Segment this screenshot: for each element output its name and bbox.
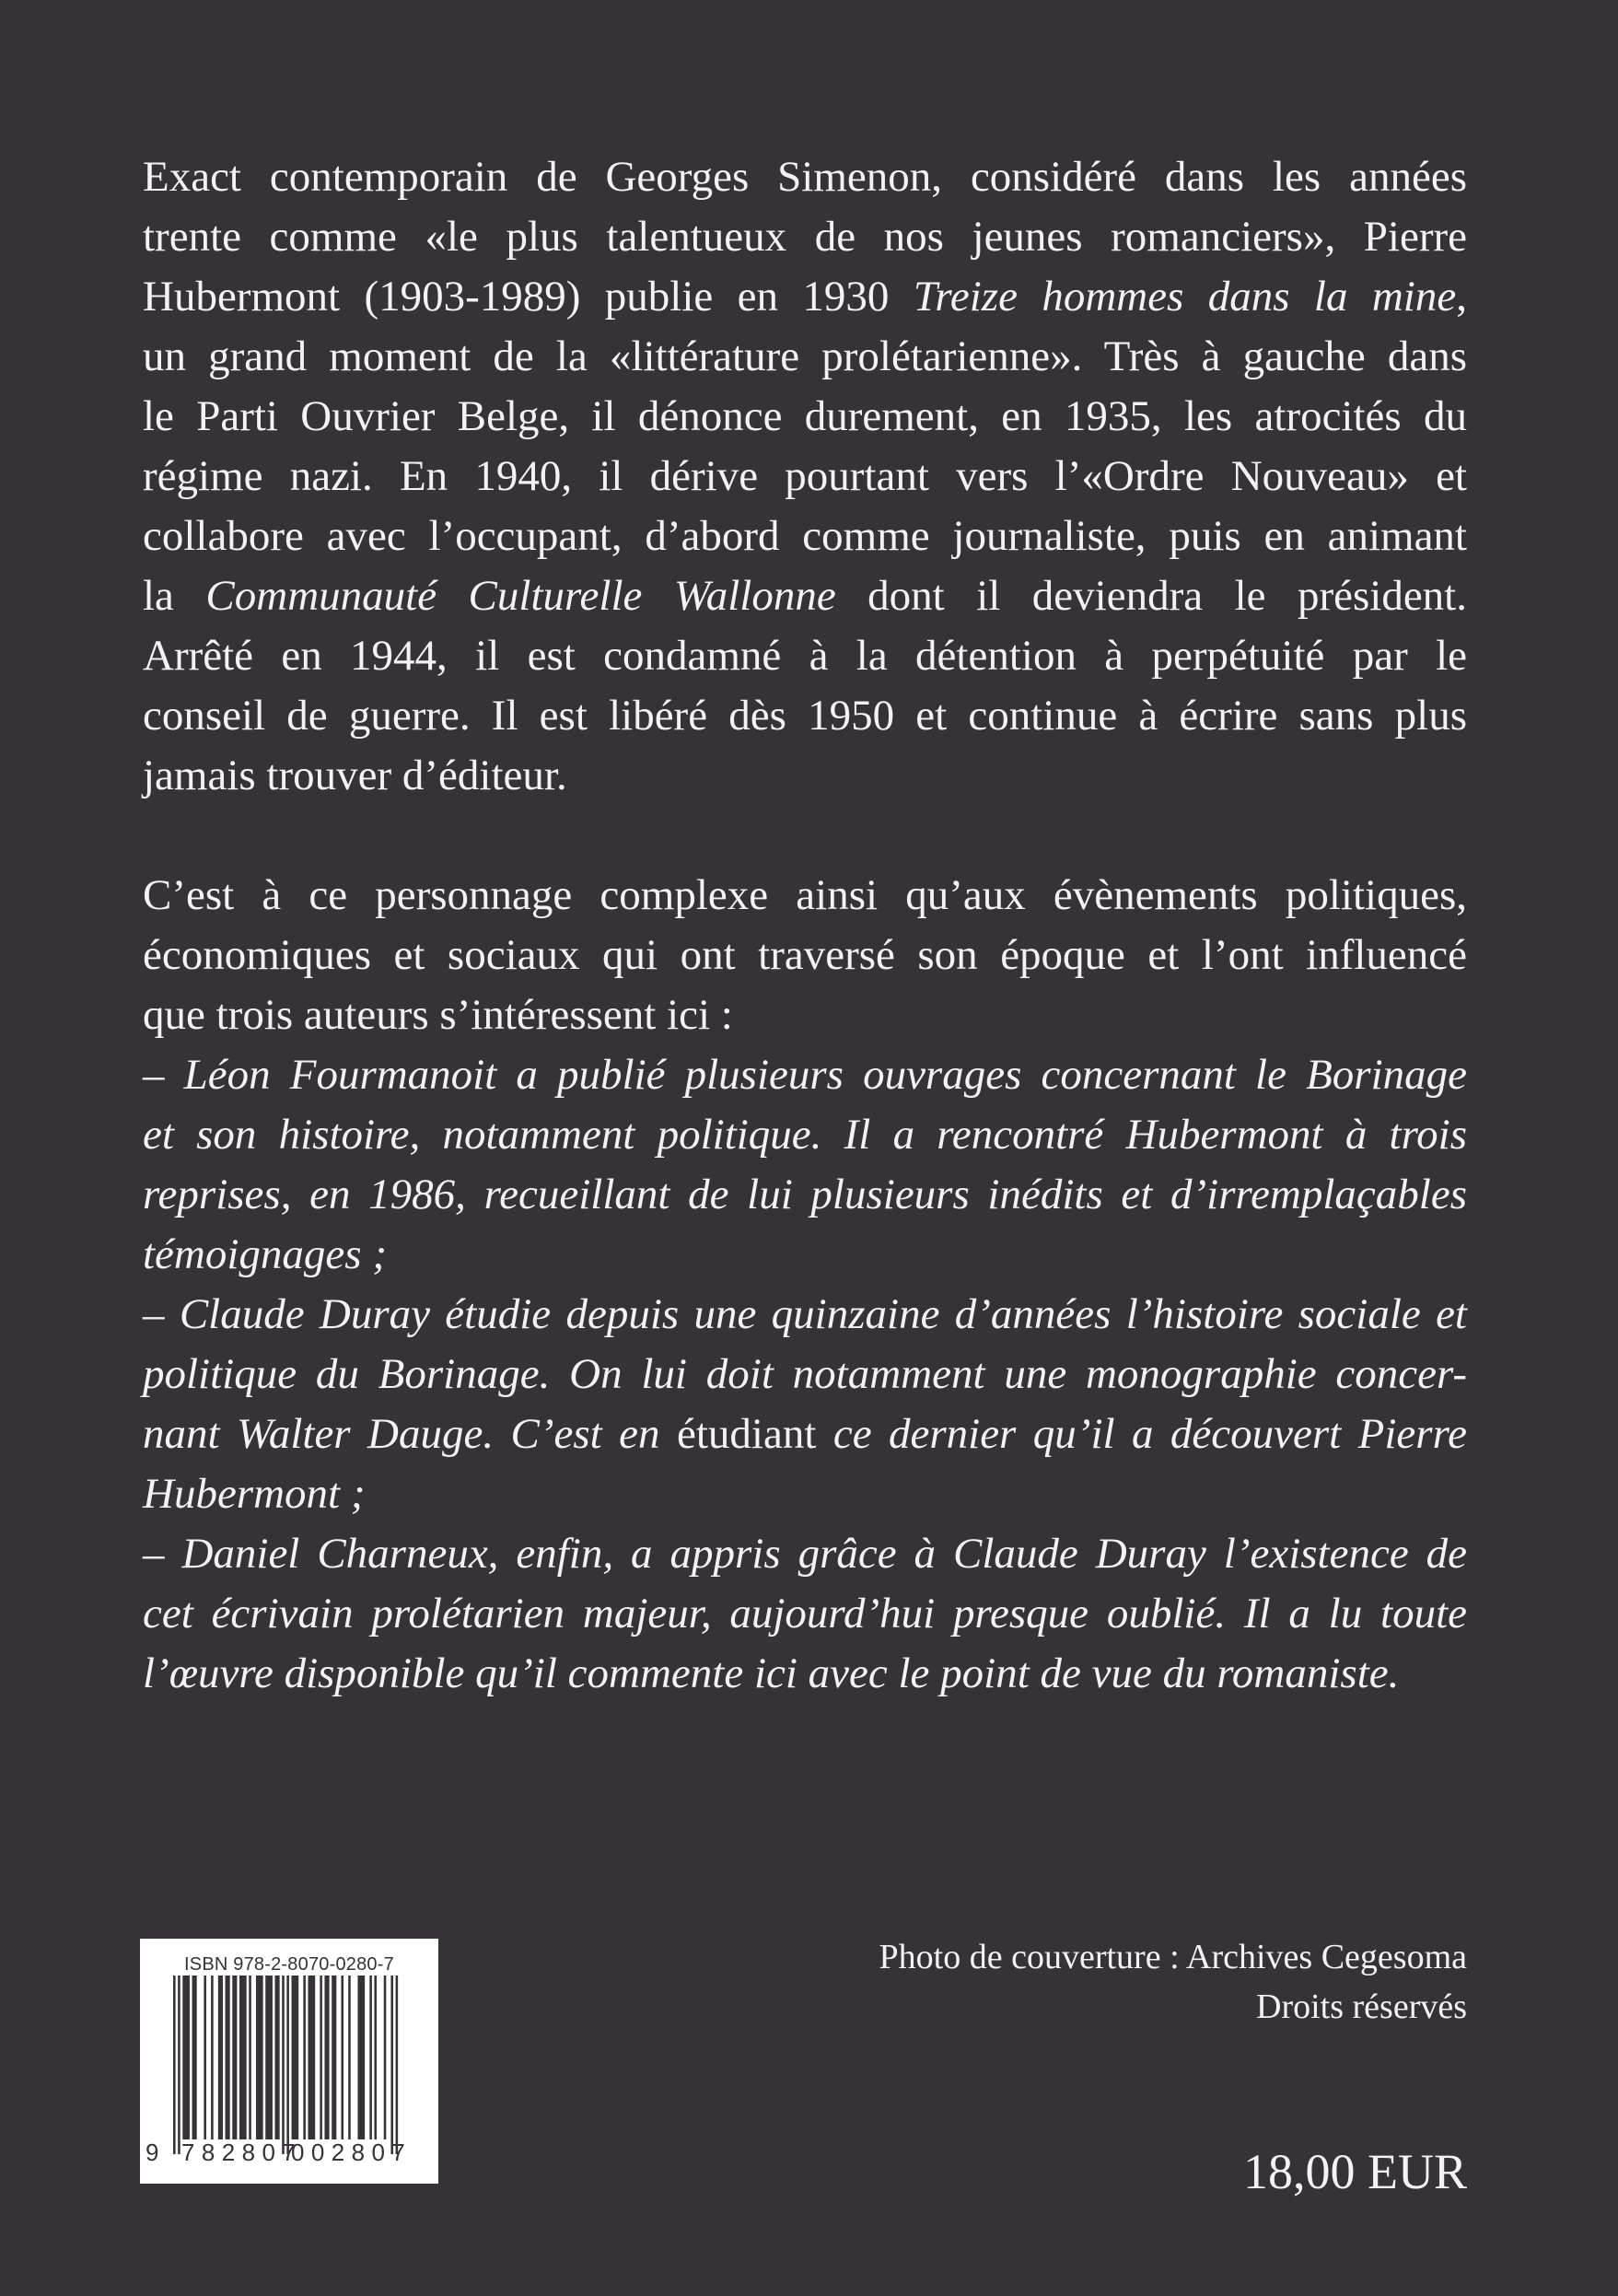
barcode-bar	[303, 1975, 306, 2139]
blurb-line	[143, 447, 1467, 507]
text: un grand moment de la «littérature prolétarienne». Très à gauche dans	[143, 332, 1467, 380]
text: la	[143, 572, 206, 620]
italic-text: Treize hommes dans la mine	[913, 273, 1457, 321]
barcode-bar	[369, 1975, 372, 2139]
blurb-line	[143, 327, 1467, 387]
italic-text: Communauté Culturelle Wallonne	[205, 572, 836, 620]
barcode-bar	[204, 1975, 206, 2139]
barcode-bar	[178, 1975, 180, 2154]
blurb-line	[143, 1105, 1467, 1165]
italic-text: – Léon Fourmanoit a publié plusieurs ouvrages concernant le Borinage	[143, 1051, 1467, 1099]
italic-text: Hubermont ;	[143, 1470, 366, 1518]
blurb-line	[143, 1285, 1467, 1345]
italic-text: et son histoire, notamment politique. Il a rencontré Hubermont à trois	[143, 1111, 1467, 1159]
blurb-line	[143, 1464, 1467, 1524]
text: que trois auteurs s’intéressent ici :	[143, 991, 733, 1039]
barcode-right-digits: 002807	[291, 2139, 413, 2166]
barcode-bar	[173, 1975, 176, 2154]
text: ,	[1456, 273, 1467, 321]
text: Exact contemporain de Georges Simenon, considéré dans les années	[143, 153, 1467, 201]
barcode-bar	[232, 1975, 237, 2139]
blurb-line	[143, 686, 1467, 746]
barcode-bar	[348, 1975, 351, 2139]
barcode-first-digit: 9	[146, 2139, 159, 2166]
blurb-line	[143, 1584, 1467, 1644]
text: Arrêté en 1944, il est condamné à la détention à perpétuité par le	[143, 632, 1467, 680]
blurb-line	[143, 626, 1467, 686]
blurb-line	[143, 1045, 1467, 1105]
italic-text: témoignages ;	[143, 1230, 387, 1278]
barcode-bar	[226, 1975, 230, 2139]
barcode-bar	[256, 1975, 263, 2139]
barcode-bar	[332, 1975, 336, 2139]
text: étudiant	[676, 1410, 817, 1458]
text: Hubermont (1903-1989) publie en 1930	[143, 273, 914, 321]
barcode-bar	[211, 1975, 214, 2139]
barcode-bar	[357, 1975, 365, 2139]
isbn-barcode	[140, 1939, 438, 2184]
italic-text: l’œuvre disponible qu’il commente ici avec le point de vue du romaniste.	[143, 1649, 1400, 1697]
barcode-bar	[282, 1975, 285, 2154]
text: conseil de guerre. Il est libéré dès 1950 et continue à écrire sans plus	[143, 692, 1467, 740]
blurb-line	[143, 1345, 1467, 1404]
barcode-bar	[292, 1975, 299, 2139]
blurb-line	[143, 1165, 1467, 1225]
barcode-bar	[286, 1975, 289, 2154]
price: 18,00 EUR	[1243, 2144, 1467, 2199]
text: jamais trouver d’éditeur.	[143, 752, 567, 799]
barcode-bar	[249, 1975, 251, 2139]
barcode-bar	[308, 1975, 315, 2139]
barcode-bar	[320, 1975, 322, 2139]
blurb-line	[143, 207, 1467, 267]
blurb-line	[143, 147, 1467, 207]
blurb-line	[143, 1644, 1467, 1704]
text: trente comme «le plus talentueux de nos jeunes romanciers», Pierre	[143, 213, 1467, 261]
blurb-line	[143, 387, 1467, 447]
italic-text: – Claude Duray étudie depuis une quinzaine d’années l’histoire sociale et	[143, 1290, 1467, 1338]
text: le Parti Ouvrier Belge, il dénonce durement, en 1935, les atrocités du	[143, 392, 1467, 440]
rights-notice: Droits réservés	[1256, 1987, 1467, 2026]
barcode-bar	[396, 1975, 399, 2154]
barcode-bar	[390, 1975, 393, 2154]
italic-text: reprises, en 1986, recueillant de lui plusieurs inédits et d’irremplaçables	[143, 1171, 1467, 1218]
barcode-bar	[182, 1975, 190, 2139]
photo-credit: Photo de couverture : Archives Cegesoma	[879, 1938, 1467, 1976]
blurb-line	[143, 507, 1467, 566]
text: régime nazi. En 1940, il dérive pourtant vers l’«Ordre Nouveau» et	[143, 452, 1467, 500]
text: économiques et sociaux qui ont traversé son époque et l’ont influencé	[143, 931, 1467, 979]
blurb-line	[143, 1404, 1467, 1464]
italic-text: ce dernier qu’il a découvert Pierre	[816, 1410, 1467, 1458]
italic-text: nant Walter Dauge. C’est en	[143, 1410, 677, 1458]
italic-text: politique du Borinage. On lui doit notamment une monographie concer-	[143, 1350, 1467, 1398]
blurb-line	[143, 985, 1467, 1045]
blurb-line	[143, 746, 1467, 806]
blurb-line	[143, 866, 1467, 926]
barcode-bar	[324, 1975, 329, 2139]
blurb-line	[143, 1225, 1467, 1285]
barcode-bar	[384, 1975, 387, 2139]
text: collabore avec l’occupant, d’abord comme journaliste, puis en animant	[143, 512, 1467, 560]
text: dont il deviendra le président.	[835, 572, 1467, 620]
barcode-bar	[275, 1975, 280, 2139]
barcode-bar	[265, 1975, 273, 2139]
italic-text: – Daniel Charneux, enfin, a appris grâce à Claude Duray l’existence de	[143, 1530, 1467, 1578]
barcode-left-digits: 782807	[181, 2139, 303, 2166]
barcode-bar	[341, 1975, 343, 2139]
blurb-line	[143, 926, 1467, 985]
barcode-bar	[239, 1975, 247, 2139]
barcode-bar	[218, 1975, 223, 2139]
isbn-label: ISBN 978-2-8070-0280-7	[184, 1954, 394, 1975]
italic-text: cet écrivain prolétarien majeur, aujourd’hui presque oublié. Il a lu toute	[143, 1590, 1467, 1638]
barcode-bar	[192, 1975, 197, 2139]
blurb-line	[143, 267, 1467, 327]
barcode-bar	[374, 1975, 377, 2139]
blurb-line	[143, 566, 1467, 626]
text: C’est à ce personnage complexe ainsi qu’aux évènements politiques,	[143, 871, 1467, 919]
blurb-line	[143, 1524, 1467, 1584]
